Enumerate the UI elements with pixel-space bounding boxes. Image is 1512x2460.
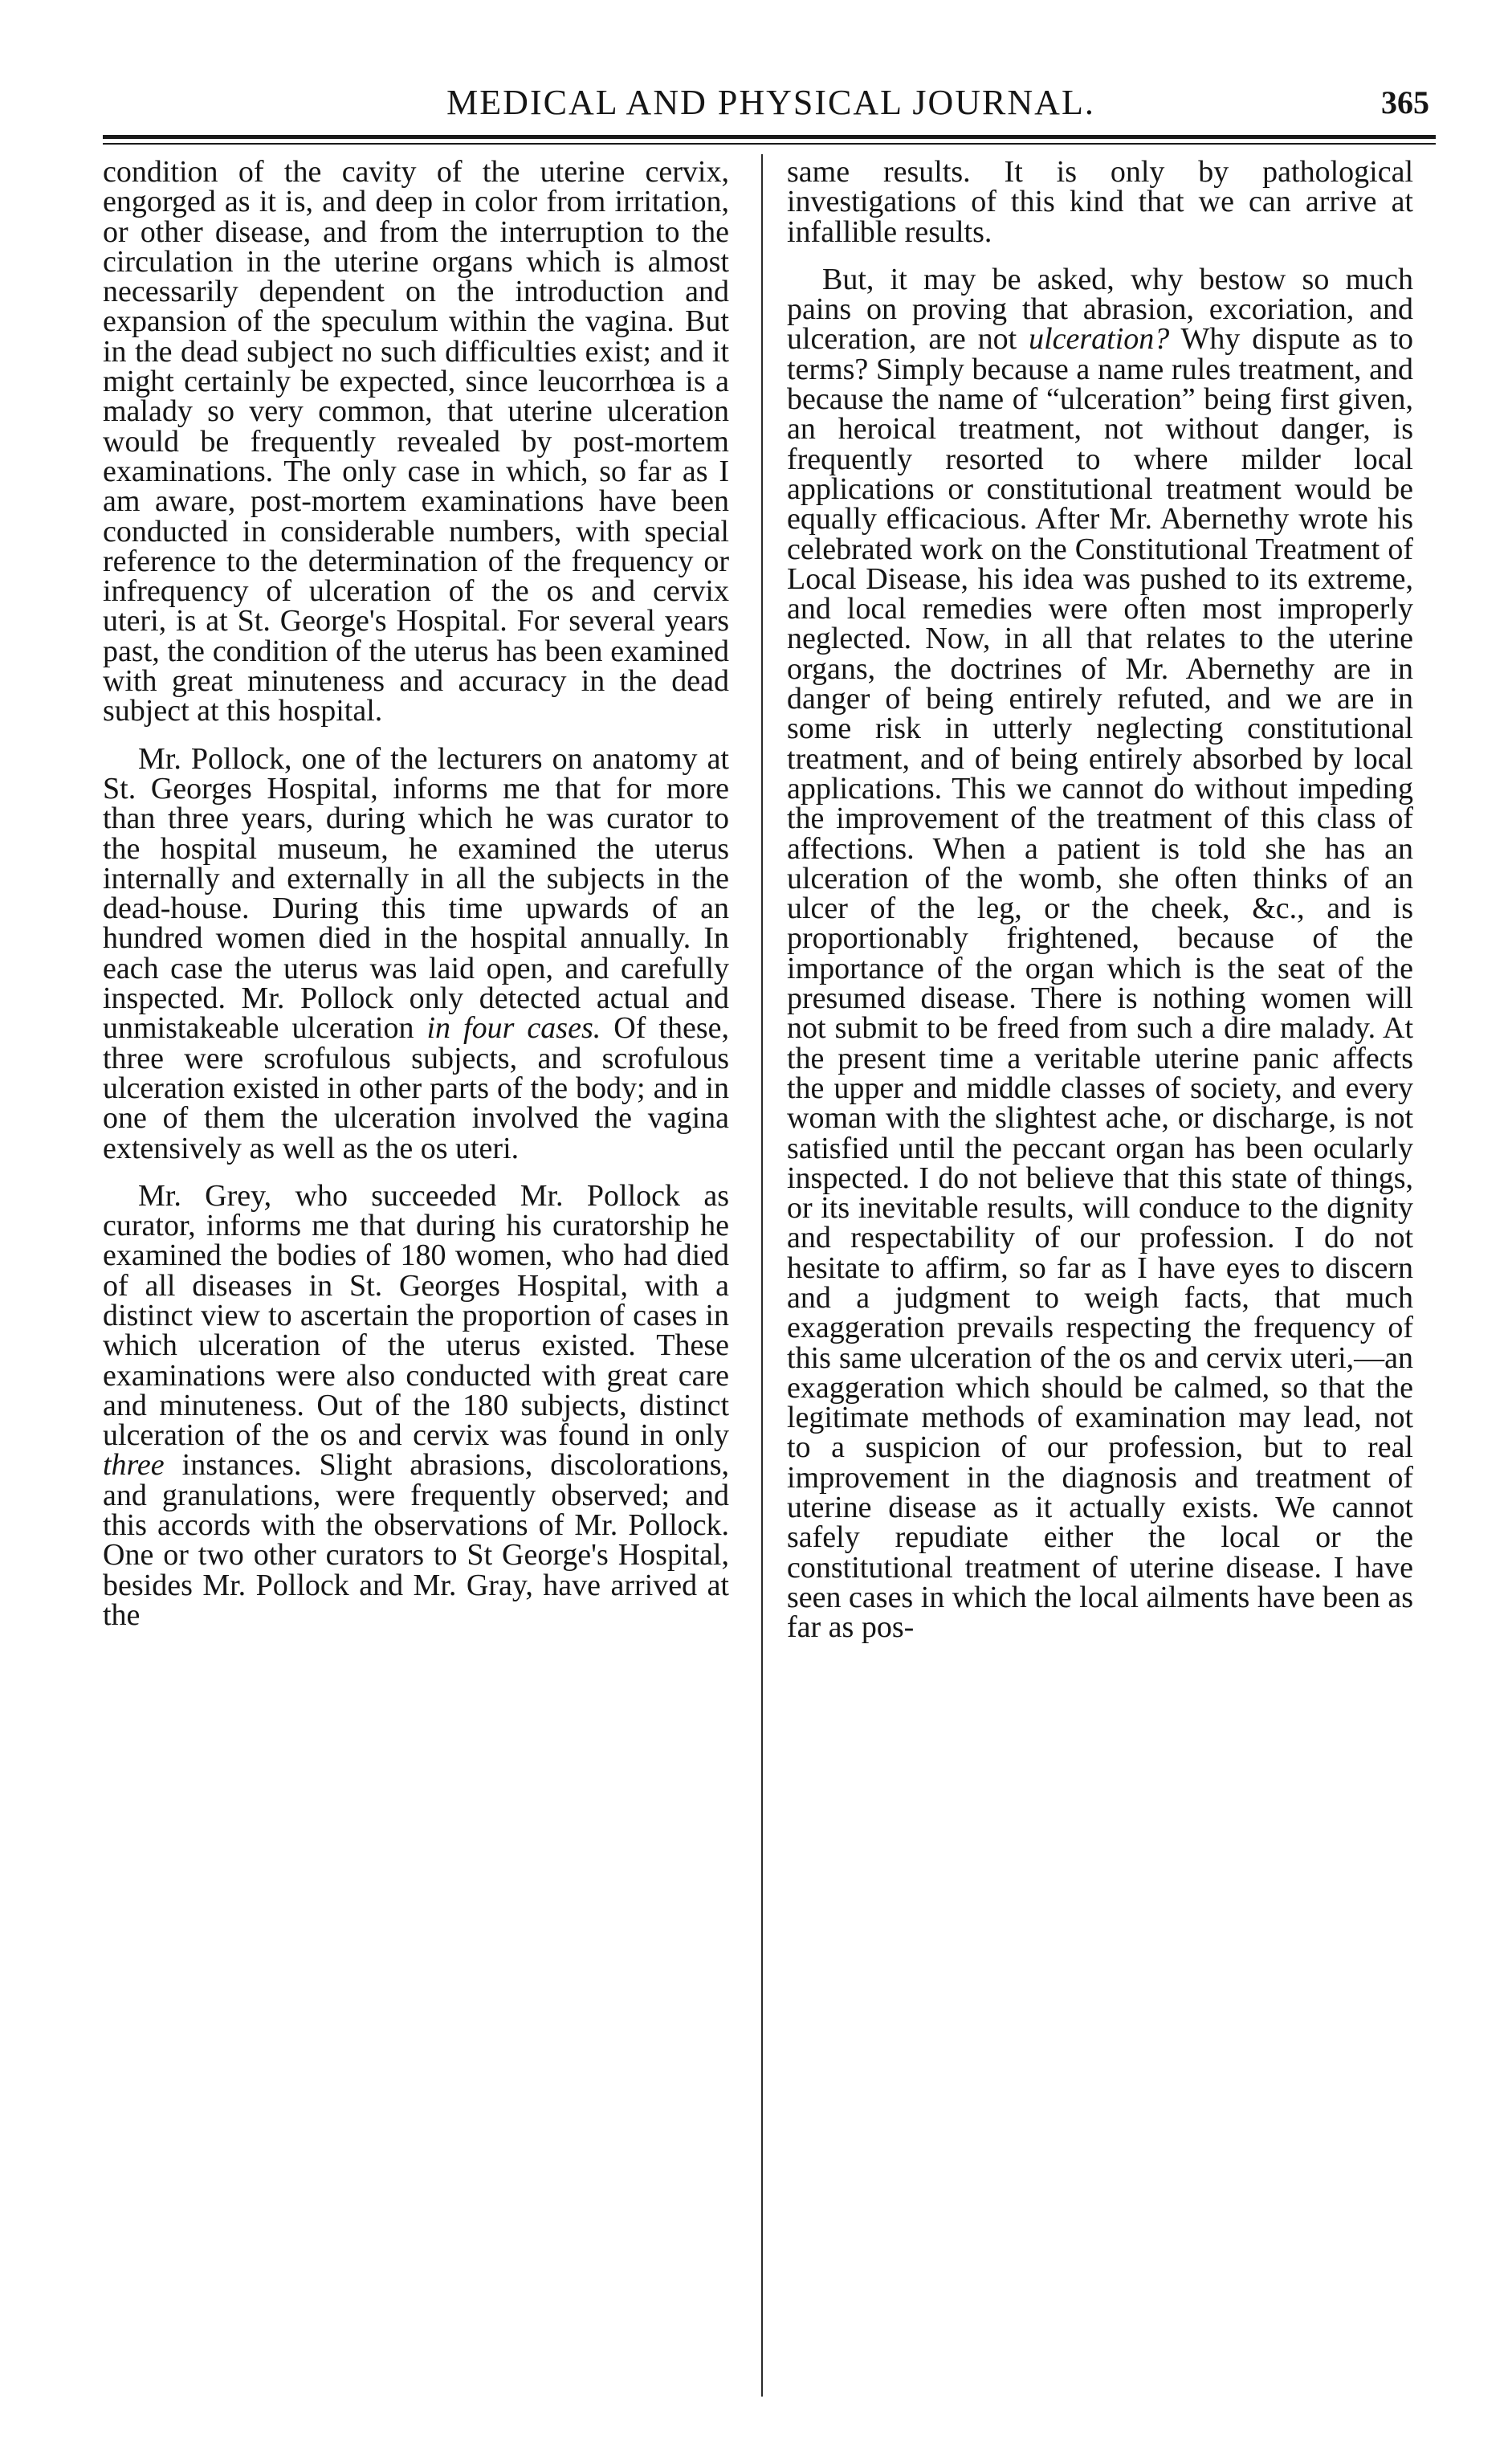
left-paragraph-2 [103,741,729,1165]
left-paragraph-3 [103,1178,729,1632]
right-paragraph-2-emphasis: ulceration? [1029,322,1170,357]
right-paragraph-1: same results. It is only by pathological investigations of this kind that we can arrive at infallible results. [787,157,1413,249]
header-rule-thin [103,143,1436,145]
right-paragraph-2-text-b: Why dispute as to terms? Simply because a name rules treatment, and because the name of “ulceration” being first given, an heroical treatment, not without danger, is frequently resorted to where milder local applications or constitutional treatment would be equally efficacious. After Mr. Abernethy wrote his celebrated work on the Constitutional Treatment of Local Disease, his idea was pushed to its extreme, and local remedies were often most improperly neglected. Now, in all that relates to the uterine organs, the doctrines of Mr. Abernethy are in danger of being entirely refuted, and we are in some risk in utterly neglecting constitutional treatment, and of being entirely absorbed by local applications. This we cannot do without impeding the improvement of the treatment of this class of affections. When a patient is told she has an ulceration of the womb, she often thinks of an ulcer of the leg, or the cheek, &c., and is proportionably frightened, because of the importance of the organ which is the seat of the presumed disease. There is nothing women will not submit to be freed from such a dire malady. At the present time a veritable uterine panic affects the upper and middle classes of society, and every woman with the slightest ache, or discharge, is not satisfied until the peccant organ has been ocularly inspected. I do not believe that this state of things, or its inevitable results, will conduce to the dignity and respectability of our profession. I do not hesitate to affirm, so far as I have eyes to discern and a judgment to weigh facts, that much exaggeration prevails respecting the frequency of this same ulceration of the os and cervix uteri,—an exaggeration which should be calmed, so that the legitimate methods of examination may lead, not to a suspicion of our profession, but to real improvement in the diagnosis and treatment of uterine disease as it actually exists. We cannot safely repudiate either the local or the constitutional treatment of uterine disease. I have seen cases in which the local ailments have been as far as pos- [787,322,1413,1645]
left-column [103,157,729,2400]
left-paragraph-3-text-a: Mr. Grey, who succeeded Mr. Pollock as curator, informs me that during his curatorship he examined the bodies of 180 women, who had died of all diseases in St. Georges Hospital, with a distinct view to ascertain the proportion of cases in which ulceration of the uterus existed. These examinations were also conducted with great care and minuteness. Out of the 180 subjects, distinct ulceration of the os and cervix was found in only [103,1178,729,1453]
left-paragraph-2-text-a: Mr. Pollock, one of the lecturers on anatomy at St. Georges Hospital, informs me that for more than three years, during which he was curator to the hospital museum, he examined the uterus internally and externally in all the subjects in the dead-house. During this time upwards of an hundred women died in the hospital annually. In each case the uterus was laid open, and carefully inspected. Mr. Pollock only detected actual and unmistakeable ulceration [103,741,729,1046]
left-paragraph-1: condition of the cavity of the uterine cervix, engorged as it is, and deep in color from irritation, or other disease, and from the interruption to the circulation in the uterine organs which is almost necessarily dependent on the introduction and expansion of the speculum within the vagina. But in the dead subject no such difficulties exist; and it might certainly be expected, since leucorrhœa is a malady so very common, that uterine ulceration would be frequently revealed by post-mortem examinations. The only case in which, so far as I am aware, post-mortem examinations have been conducted in considerable numbers, with special reference to the determination of the frequency or infrequency of ulceration of the os and cervix uteri, is at St. George's Hospital. For several years past, the condition of the uterus has been examined with great minuteness and accuracy in the dead subject at this hospital. [103,157,729,728]
left-paragraph-2-emphasis: in four cases. [426,1011,601,1046]
right-paragraph-2-text-a: But, it may be asked, why bestow so much pains on proving that abrasion, excoriation, and ulceration, are not [787,262,1413,357]
header-rule-thick [103,135,1436,139]
running-title: MEDICAL AND PHYSICAL JOURNAL. [446,83,1095,122]
left-paragraph-3-emphasis: three [103,1448,165,1483]
right-column [787,157,1413,2400]
left-paragraph-2-text-b: Of these, three were scrofulous subjects, and scrofulous ulceration existed in other parts of the body; and in one of them the ulceration involved the vagina extensively as well as the os uteri. [103,1011,729,1165]
column-divider [761,154,763,2397]
left-paragraph-3-text-b: instances. Slight abrasions, discolorations, and granulations, were frequently observed; and this accords with the observations of Mr. Pollock. One or two other curators to St George's Hospital, besides Mr. Pollock and Mr. Gray, have arrived at the [103,1448,729,1632]
page-number: 365 [1381,84,1429,120]
right-paragraph-2 [787,262,1413,1645]
running-head [112,79,1429,137]
